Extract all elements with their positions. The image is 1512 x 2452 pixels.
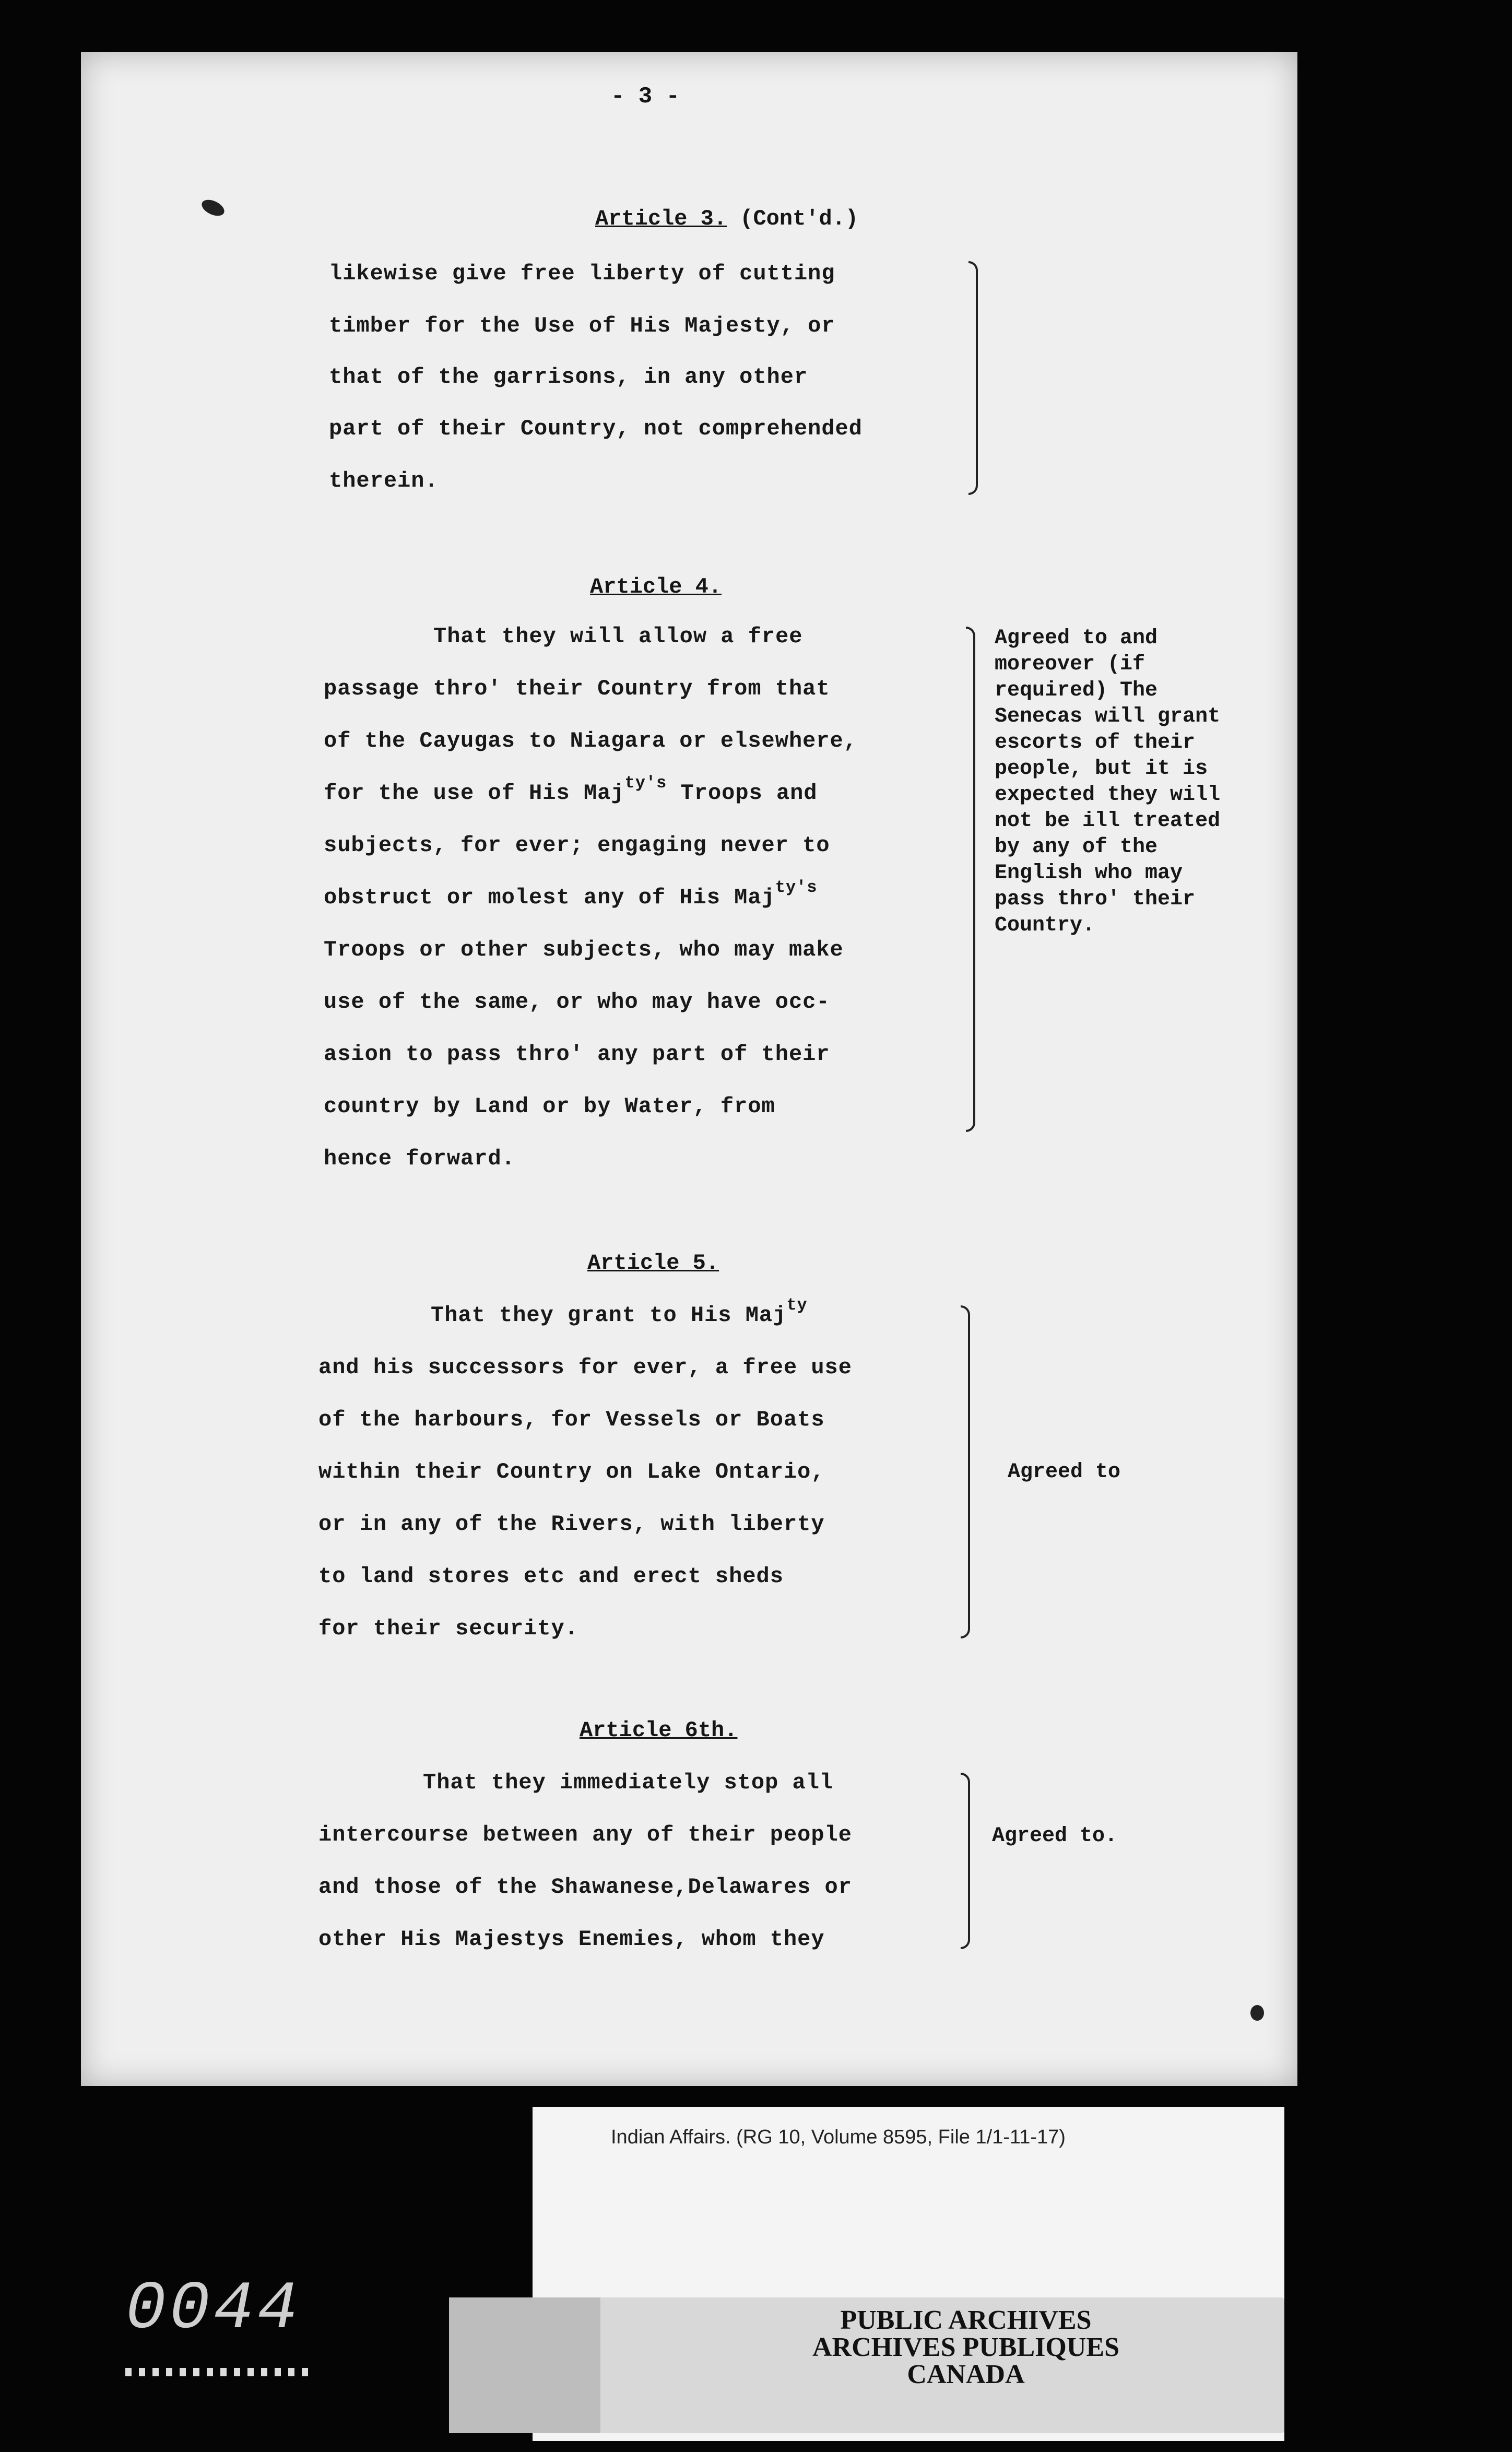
article-4-note: [995, 626, 1220, 939]
article-5-line-1-sup: ty: [786, 1295, 808, 1315]
article-4-line-8: use of the same, or who may have occ-: [324, 989, 830, 1015]
article-5-line-3: of the harbours, for Vessels or Boats: [318, 1407, 825, 1432]
article-3-suffix: (Cont'd.): [740, 206, 859, 231]
article-4-note-line-11: pass thro' their: [995, 888, 1196, 911]
article-4-heading: [590, 574, 722, 599]
article-4-note-line-6: people, but it is: [995, 757, 1208, 781]
frame-counter: 0044: [125, 2271, 301, 2348]
archive-reference: Indian Affairs. (RG 10, Volume 8595, File 1/1-11-17): [611, 2126, 1066, 2148]
article-4-line-9: asion to pass thro' any part of their: [324, 1042, 830, 1067]
article-5-line-5: or in any of the Rivers, with liberty: [318, 1512, 825, 1537]
article-6-line-3: and those of the Shawanese,Delawares or: [318, 1875, 852, 1900]
article-3-heading: [595, 206, 858, 231]
article-6-note: Agreed to.: [992, 1824, 1118, 1848]
article-4-line-1: That they will allow a free: [433, 624, 803, 649]
article-4-note-line-5: escorts of their: [995, 731, 1196, 755]
article-5-line-1: [431, 1295, 808, 1328]
article-5-line-1-text: That they grant to His Maj: [431, 1303, 787, 1328]
article-5-line-6: to land stores etc and erect sheds: [318, 1564, 784, 1589]
article-4-line-6: [324, 878, 818, 910]
article-4-note-line-7: expected they will: [995, 783, 1221, 807]
article-4-bracket: [966, 627, 975, 1132]
article-4-line-4-sup: ty's: [624, 773, 667, 793]
page-number: - 3 -: [611, 84, 680, 110]
article-5-heading: [587, 1251, 719, 1276]
article-4-line-2: passage thro' their Country from that: [324, 676, 830, 701]
article-4-line-4-text: for the use of His Maj: [324, 781, 625, 806]
article-3-title: Article 3.: [595, 206, 727, 231]
frame-ticks: [125, 2368, 308, 2376]
article-4-line-10: country by Land or by Water, from: [324, 1094, 775, 1119]
article-3-line-4: part of their Country, not comprehended: [329, 416, 863, 441]
article-5-title: Article 5.: [587, 1251, 719, 1276]
scan-mark: [1250, 2005, 1264, 2021]
article-6-heading: [580, 1718, 737, 1743]
article-4-line-3: of the Cayugas to Niagara or elsewhere,: [324, 728, 857, 753]
article-3-bracket: [968, 261, 978, 495]
article-3-line-5: therein.: [329, 468, 439, 493]
archive-line-3: CANADA: [907, 2360, 1025, 2389]
article-4-line-6-sup: ty's: [775, 878, 818, 897]
article-6-line-1: That they immediately stop all: [423, 1770, 834, 1795]
article-3-line-1: likewise give free liberty of cutting: [329, 261, 835, 286]
article-6-line-2: intercourse between any of their people: [318, 1822, 852, 1847]
article-4-line-4-tail: Troops and: [680, 781, 818, 806]
article-3-line-3: that of the garrisons, in any other: [329, 364, 808, 390]
article-4-title: Article 4.: [590, 574, 722, 599]
article-4-line-4: [324, 773, 818, 806]
article-4-note-line-3: required) The: [995, 679, 1158, 702]
article-4-note-line-4: Senecas will grant: [995, 705, 1221, 728]
article-6-bracket: [961, 1773, 970, 1949]
article-5-line-2: and his successors for ever, a free use: [318, 1355, 852, 1380]
article-3-line-2: timber for the Use of His Majesty, or: [329, 313, 835, 338]
article-4-line-5: subjects, for ever; engaging never to: [324, 833, 830, 858]
article-4-line-6-text: obstruct or molest any of His Maj: [324, 885, 775, 910]
article-5-bracket: [961, 1305, 970, 1638]
article-4-note-line-9: by any of the: [995, 835, 1158, 859]
article-4-note-line-12: Country.: [995, 914, 1095, 937]
article-4-note-line-1: Agreed to and: [995, 627, 1158, 650]
article-5-note: Agreed to: [1008, 1460, 1121, 1484]
article-4-line-7: Troops or other subjects, who may make: [324, 937, 844, 962]
article-4-note-line-8: not be ill treated: [995, 809, 1221, 833]
archive-line-2: ARCHIVES PUBLIQUES: [812, 2332, 1120, 2362]
article-5-line-7: for their security.: [318, 1616, 578, 1641]
archive-line-1: PUBLIC ARCHIVES: [840, 2305, 1092, 2335]
article-5-line-4: within their Country on Lake Ontario,: [318, 1459, 825, 1484]
article-4-line-11: hence forward.: [324, 1146, 515, 1171]
article-6-title: Article 6th.: [580, 1718, 738, 1743]
article-4-note-line-10: English who may: [995, 862, 1183, 885]
archive-tab-clip: [449, 2297, 600, 2433]
article-6-line-4: other His Majestys Enemies, whom they: [318, 1927, 825, 1952]
article-4-note-line-2: moreover (if: [995, 653, 1145, 676]
